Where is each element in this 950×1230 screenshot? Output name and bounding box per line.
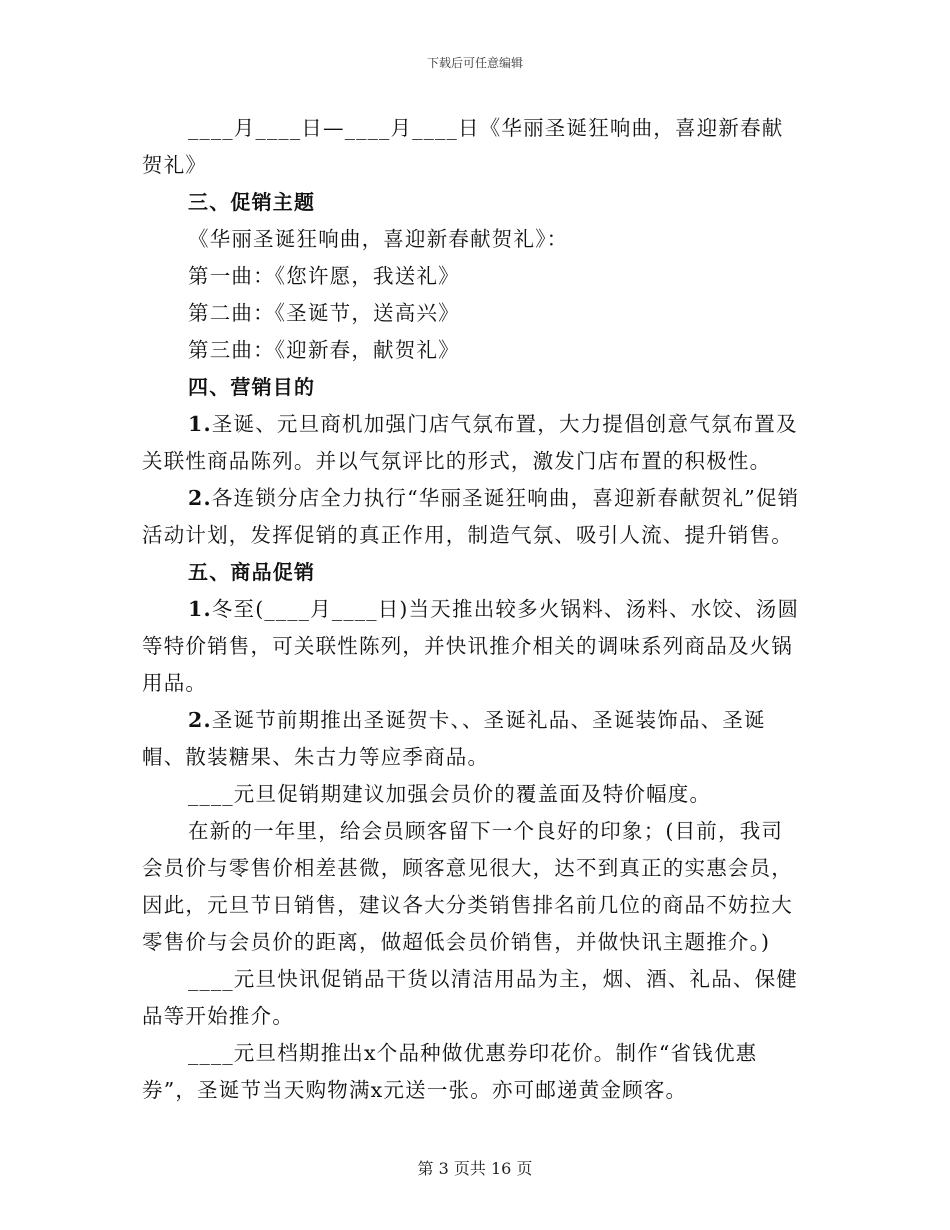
paragraph-song-three: 第三曲：《迎新春，献贺礼》 xyxy=(188,338,460,362)
document-body xyxy=(142,110,802,1109)
item-text: 各连锁分店全力执行“华丽圣诞狂响曲，喜迎新春献贺礼”促销活动计划，发挥促销的真正作用，制造气氛、吸引人流、提升销售。 xyxy=(142,486,800,547)
item-text: 冬至(____月____日)当天推出较多火锅料、汤料、水饺、汤圆等特价销售，可关联性陈列，并快讯推介相关的调味系列商品及火锅用品。 xyxy=(142,597,800,695)
item-number: 2. xyxy=(188,708,212,732)
paragraph-new-year-impression: 在新的一年里，给会员顾客留下一个良好的印象；(目前，我司会员价与零售价相差甚微，顾客意见很大，达不到真正的实惠会员，因此，元旦节日销售，建议各大分类销售排名前几位的商品不妨拉大零售价与会员价的距离，做超低会员价销售，并做快讯主题推介。) xyxy=(142,819,793,954)
paragraph-song-one: 第一曲：《您许愿，我送礼》 xyxy=(188,264,460,288)
paragraph-goal-2 xyxy=(142,480,802,554)
paragraph-flyer-promotion: ____元旦快讯促销品干货以清洁用品为主，烟、酒、礼品、保健品等开始推介。 xyxy=(142,967,798,1028)
item-number: 1. xyxy=(188,597,212,621)
paragraph-member-price: ____元旦促销期建议加强会员价的覆盖面及特价幅度。 xyxy=(188,782,712,806)
page-header: 下载后可任意编辑 xyxy=(426,56,523,70)
item-number: 1. xyxy=(188,412,212,436)
paragraph-date-range: ____月____日—____月____日《华丽圣诞狂响曲，喜迎新春献贺礼》 xyxy=(142,116,784,177)
paragraph-product-2 xyxy=(142,702,802,776)
paragraph-goal-1 xyxy=(142,406,802,480)
heading-marketing-goals: 四、营销目的 xyxy=(188,375,316,399)
paragraph-coupon: ____元旦档期推出x个品种做优惠券印花价。制作“省钱优惠券”，圣诞节当天购物满x元送一张。亦可邮递黄金顾客。 xyxy=(142,1041,758,1102)
heading-product-promotion: 五、商品促销 xyxy=(188,560,316,584)
page-footer: 第 3 页共 16 页 xyxy=(417,1159,533,1178)
paragraph-theme-title: 《华丽圣诞狂响曲，喜迎新春献贺礼》： xyxy=(188,227,569,251)
item-text: 圣诞、元旦商机加强门店气氛布置，大力提倡创意气氛布置及关联性商品陈列。并以气氛评比的形式，激发门店布置的积极性。 xyxy=(142,412,798,473)
item-text: 圣诞节前期推出圣诞贺卡、、圣诞礼品、圣诞装饰品、圣诞帽、散装糖果、朱古力等应季商品。 xyxy=(142,708,766,769)
item-number: 2. xyxy=(188,486,212,510)
heading-promotion-theme: 三、促销主题 xyxy=(188,190,316,214)
paragraph-song-two: 第二曲：《圣诞节，送高兴》 xyxy=(188,301,460,325)
paragraph-product-1 xyxy=(142,591,802,702)
